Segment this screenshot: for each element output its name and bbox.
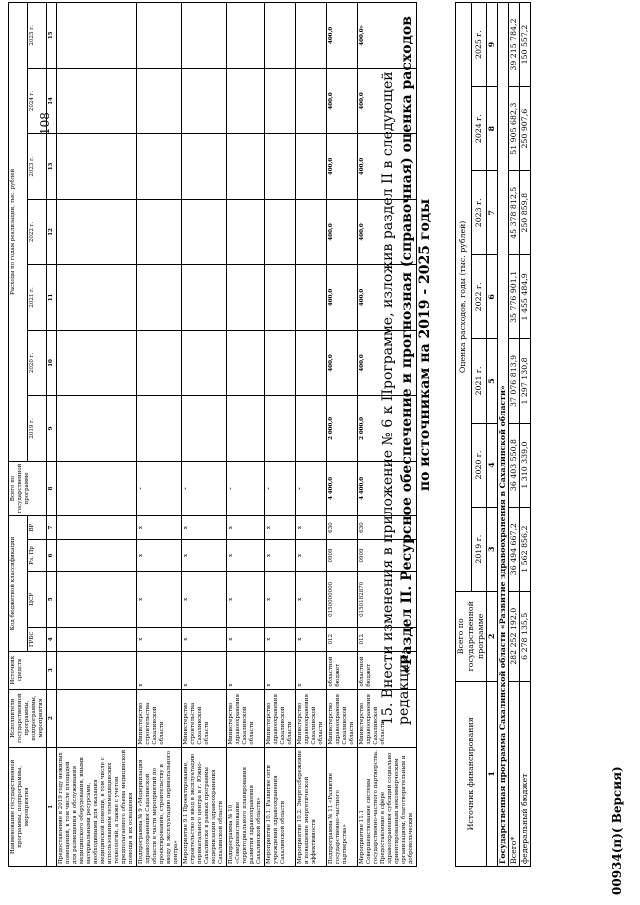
t1-header-total: Всего по государственной программе: [9, 461, 47, 515]
table-row: [57, 3, 137, 867]
t1-header-year: 2024 г.: [28, 68, 47, 134]
cell-vr: х: [265, 516, 296, 540]
cell-year-value: 400,0: [358, 68, 417, 134]
cell-source: областной бюджет: [358, 651, 417, 689]
resource-table: [455, 2, 531, 867]
cell-total: 4 400,0: [358, 461, 417, 515]
cell-year-value: 400,0: [358, 265, 417, 331]
cell-year-value: [265, 330, 296, 396]
cell-year-value: [227, 3, 265, 69]
cell-name: Подпрограмма № 11 «Развитие государственно-частного партнерства»: [327, 747, 358, 866]
cell-executor: Министерство строительства Сахалинской области: [182, 689, 227, 747]
table-row: [327, 3, 358, 867]
cell-year-value: [57, 199, 137, 265]
cell-name: Предоставление в 2019 году нежилых помещений, в том числе площадей для размещения и обслуживания медицинского оборудования, иными материальными ресурсами, необходимыми для оказания медицинской помощи, в том числе с использованием телемедицинских технологий, а также с учетом предполагаемого объема медицинской помощи и их оснащения: [57, 747, 137, 866]
cell-year-value: 39 215 784,2: [509, 3, 520, 87]
cell-vr: [57, 516, 137, 540]
table-row: [520, 3, 531, 867]
cell-rzpr: [57, 540, 137, 572]
cell-year-value: [57, 330, 137, 396]
cell-year-value: [57, 68, 137, 134]
cell-name: Мероприятие 10.1. Развитие сети учреждений здравоохранения Сахалинской области: [265, 747, 296, 866]
cell-year-value: 250 907,6: [520, 87, 531, 171]
t1-colnum: 9: [47, 396, 57, 462]
cell-csr: х: [227, 571, 265, 627]
cell-vr: 630: [327, 516, 358, 540]
cell-year-value: [137, 3, 182, 69]
cell-csr: [57, 571, 137, 627]
cell-grbs: х: [182, 627, 227, 651]
t1-header-year: 2020 г.: [28, 330, 47, 396]
t2-header-year: 2021 г.: [471, 339, 487, 423]
cell-year-value: [296, 3, 327, 69]
cell-vr: х: [296, 516, 327, 540]
t2-body: [509, 3, 531, 867]
t2-colnum: 9: [487, 3, 498, 87]
subprogram-table: [8, 2, 417, 867]
cell-rzpr: х: [137, 540, 182, 572]
t2-colnum: 5: [487, 339, 498, 423]
t1-colnum: 2: [47, 689, 57, 747]
t1-body: [57, 3, 417, 867]
cell-year-value: 400,0: [358, 134, 417, 200]
cell-rzpr: х: [265, 540, 296, 572]
cell-year-value: [265, 68, 296, 134]
cell-name: Мероприятие 11.1 Совершенствование системы государственно-частного партнерства. Предоставление в сфере здравоохранения субсидий социально ориентированным некоммерческим организациям, благотворительным и добровольческим: [358, 747, 417, 866]
cell-year-value: [137, 265, 182, 331]
cell-rzpr: 0909: [327, 540, 358, 572]
t1-colnum: 8: [47, 461, 57, 515]
instruction-text: 15. Внести изменения в приложение № 6 к Программе, изложив раздел II в следующей редакции:: [380, 71, 412, 725]
t2-header-year: 2025 г.: [471, 3, 487, 87]
cell-grbs: х: [296, 627, 327, 651]
t1-header-name: Наименование государственной программы, подпрограммы, мероприятия: [9, 747, 47, 866]
cell-year-value: [57, 134, 137, 200]
cell-source: федеральный бюджет: [520, 681, 531, 866]
cell-year-value: [227, 330, 265, 396]
cell-year-value: [296, 199, 327, 265]
t1-header-year: 2022 г.: [28, 199, 47, 265]
cell-total: -: [265, 461, 296, 515]
cell-total: -: [182, 461, 227, 515]
cell-source: х: [296, 651, 327, 689]
cell-name: Мероприятие 10.2. Энергосбережение и повышение энергетической эффективности: [296, 747, 327, 866]
t2-colnum: 8: [487, 87, 498, 171]
t1-header-year: 2025 г.: [28, 3, 47, 69]
cell-total: 6 278 135,5: [520, 591, 531, 681]
cell-year-value: [296, 68, 327, 134]
cell-year-value: [227, 68, 265, 134]
program-title-row: Государственная программа Сахалинской области «Развитие здравоохранения в Сахалинской области»: [498, 3, 509, 867]
cell-grbs: х: [265, 627, 296, 651]
t1-colnum: 4: [47, 627, 57, 651]
cell-year-value: 2 000,0: [327, 396, 358, 462]
t1-colnum: 1: [47, 747, 57, 866]
t2-colnum: 7: [487, 171, 498, 255]
cell-year-value: [182, 134, 227, 200]
t2-colnum: 4: [487, 423, 498, 507]
t1-colnum: 7: [47, 516, 57, 540]
t2-header-year: 2019 г.: [471, 507, 487, 591]
cell-csr: х: [265, 571, 296, 627]
t1-colnum: 13: [47, 134, 57, 200]
cell-year-value: 400,0: [327, 199, 358, 265]
cell-year-value: [182, 265, 227, 331]
cell-executor: Министерство здравоохранения Сахалинской области: [296, 689, 327, 747]
table-row: [182, 3, 227, 867]
t1-header-year: 2023 г.: [28, 134, 47, 200]
cell-executor: Министерство строительства Сахалинской области: [137, 689, 182, 747]
cell-rzpr: х: [227, 540, 265, 572]
cell-name: Мероприятие 9.1 Проектирование, строительство и ввод в эксплуатацию перинатального центра в г. Южно-Сахалинске в рамках программы модернизации здравоохранения Сахалинской области: [182, 747, 227, 866]
cell-source: [57, 651, 137, 689]
cell-grbs: 012: [327, 627, 358, 651]
cell-year-value: 400,0: [327, 330, 358, 396]
cell-rzpr: 0909: [358, 540, 417, 572]
cell-year-value: [182, 330, 227, 396]
t2-header-total: Всего по государственной программе: [456, 591, 487, 681]
t1-header-vr: ВР: [28, 516, 47, 540]
cell-year-value: [296, 396, 327, 462]
cell-executor: Министерство здравоохранения Сахалинской области: [265, 689, 296, 747]
cell-rzpr: х: [296, 540, 327, 572]
cell-year-value: 400,0: [327, 3, 358, 69]
cell-source: областной бюджет: [327, 651, 358, 689]
t2-colnum: 6: [487, 255, 498, 339]
cell-year-value: [57, 3, 137, 69]
cell-csr: х: [137, 571, 182, 627]
cell-grbs: 012: [358, 627, 417, 651]
cell-year-value: 400,0: [358, 330, 417, 396]
section-title-line1: «Раздел II. Ресурсное обеспечение и прогнозная (справочная) оценка расходов: [399, 16, 415, 674]
t2-header-year: 2023 г.: [471, 171, 487, 255]
cell-year-value: [182, 199, 227, 265]
table-row: [509, 3, 520, 867]
cell-total: [57, 461, 137, 515]
cell-year-value: [137, 134, 182, 200]
cell-total: 4 400,0: [327, 461, 358, 515]
cell-total: -: [137, 461, 182, 515]
cell-vr: х: [182, 516, 227, 540]
cell-year-value: [137, 396, 182, 462]
t1-colnum: 12: [47, 199, 57, 265]
t1-header-executor: Исполнители государственной программы, подпрограммы, мероприятия: [9, 689, 47, 747]
cell-total: -: [296, 461, 327, 515]
cell-year-value: 1 310 339,0: [520, 423, 531, 507]
t1-header-csr: ЦСР: [28, 571, 47, 627]
cell-year-value: [57, 396, 137, 462]
cell-year-value: 45 378 812,5: [509, 171, 520, 255]
cell-year-value: [227, 134, 265, 200]
t1-header-source: Источник средств: [9, 651, 47, 689]
table-row: [265, 3, 296, 867]
cell-vr: 630: [358, 516, 417, 540]
cell-year-value: 400,0: [327, 68, 358, 134]
cell-executor: [57, 689, 137, 747]
table-row: [137, 3, 182, 867]
cell-year-value: 36 494 667,2: [509, 507, 520, 591]
t1-header-year: 2019 г.: [28, 396, 47, 462]
cell-grbs: [57, 627, 137, 651]
t1-colnum: 15: [47, 3, 57, 69]
document-code: 00934(п)( Версия): [610, 766, 624, 895]
cell-source: Всего*: [509, 681, 520, 866]
cell-year-value: 400,0: [358, 199, 417, 265]
cell-year-value: 1 297 130,8: [520, 339, 531, 423]
cell-year-value: [265, 3, 296, 69]
cell-vr: х: [227, 516, 265, 540]
cell-year-value: [265, 199, 296, 265]
t1-colnum: 6: [47, 540, 57, 572]
cell-year-value: 36 403 550,8: [509, 423, 520, 507]
table-row: [296, 3, 327, 867]
cell-grbs: х: [227, 627, 265, 651]
cell-csr: 0150000000: [327, 571, 358, 627]
section-title-line2: по источникам на 2019 - 2025 годы: [417, 198, 433, 492]
cell-year-value: [182, 3, 227, 69]
cell-year-value: [227, 396, 265, 462]
cell-year-value: 51 905 682,3: [509, 87, 520, 171]
t1-colnum: 10: [47, 330, 57, 396]
cell-total: -: [227, 461, 265, 515]
cell-executor: Министерство здравоохранения Сахалинской области: [358, 689, 417, 747]
cell-year-value: [137, 199, 182, 265]
t1-header-budget-codes: Код бюджетной классификации: [9, 516, 28, 652]
cell-source: х: [227, 651, 265, 689]
cell-name: Подпрограмма № 10 «Совершенствование территориального планирования развития здравоохранения Сахалинской области»: [227, 747, 265, 866]
cell-csr: 0150182870: [358, 571, 417, 627]
t2-header-year: 2024 г.: [471, 87, 487, 171]
t2-colnum: 1: [487, 681, 498, 866]
cell-year-value: [296, 330, 327, 396]
t1-colnum: 11: [47, 265, 57, 331]
cell-year-value: [182, 68, 227, 134]
t2-header-year: 2022 г.: [471, 255, 487, 339]
cell-year-value: 400,0: [327, 134, 358, 200]
table-row: [227, 3, 265, 867]
cell-year-value: 37 076 813,9: [509, 339, 520, 423]
cell-year-value: [265, 134, 296, 200]
cell-total: 282 252 192,0: [509, 591, 520, 681]
t1-colnum: 3: [47, 651, 57, 689]
cell-year-value: 35 776 901,1: [509, 255, 520, 339]
cell-year-value: [182, 396, 227, 462]
cell-year-value: 250 859,8: [520, 171, 531, 255]
t2-header-year: 2020 г.: [471, 423, 487, 507]
cell-year-value: 400,0»: [358, 3, 417, 69]
t2-colnum: 3: [487, 507, 498, 591]
cell-source: х: [182, 651, 227, 689]
cell-name: Подпрограмма № 9 «Модернизация здравоохранения Сахалинской области в части мероприятий по проектированию, строительству и вводу в эксплуатацию перинатального центра»: [137, 747, 182, 866]
cell-year-value: [57, 265, 137, 331]
t1-header-years-group: Расходы по годам реализации, тыс. рублей: [9, 3, 28, 462]
cell-vr: х: [137, 516, 182, 540]
cell-year-value: 150 557,2: [520, 3, 531, 87]
t1-header-rzpr: Рз, Пр: [28, 540, 47, 572]
cell-year-value: [137, 330, 182, 396]
cell-year-value: [265, 396, 296, 462]
t2-header-source: Источник финансирования: [456, 681, 487, 866]
t1-header-year: 2021 г.: [28, 265, 47, 331]
t2-header-group: Оценка расходов, годы (тыс. рублей): [456, 3, 472, 592]
section-title: [398, 0, 434, 745]
cell-year-value: [227, 199, 265, 265]
cell-year-value: 2 000,0: [358, 396, 417, 462]
t1-colnum: 14: [47, 68, 57, 134]
cell-year-value: [296, 265, 327, 331]
cell-year-value: 1 455 484,9: [520, 255, 531, 339]
cell-csr: х: [296, 571, 327, 627]
cell-grbs: х: [137, 627, 182, 651]
t1-colnum: 5: [47, 571, 57, 627]
cell-executor: Министерство здравоохранения Сахалинской области: [227, 689, 265, 747]
cell-executor: Министерство здравоохранения Сахалинской области: [327, 689, 358, 747]
cell-csr: х: [182, 571, 227, 627]
cell-year-value: 400,0: [327, 265, 358, 331]
cell-source: х: [265, 651, 296, 689]
cell-source: х: [137, 651, 182, 689]
cell-rzpr: х: [182, 540, 227, 572]
t1-header-grbs: ГРБС: [28, 627, 47, 651]
cell-year-value: [296, 134, 327, 200]
cell-year-value: [137, 68, 182, 134]
cell-year-value: [265, 265, 296, 331]
t2-colnum: 2: [487, 591, 498, 681]
cell-year-value: 1 562 856,2: [520, 507, 531, 591]
page-number: 108: [38, 112, 52, 135]
cell-year-value: [227, 265, 265, 331]
